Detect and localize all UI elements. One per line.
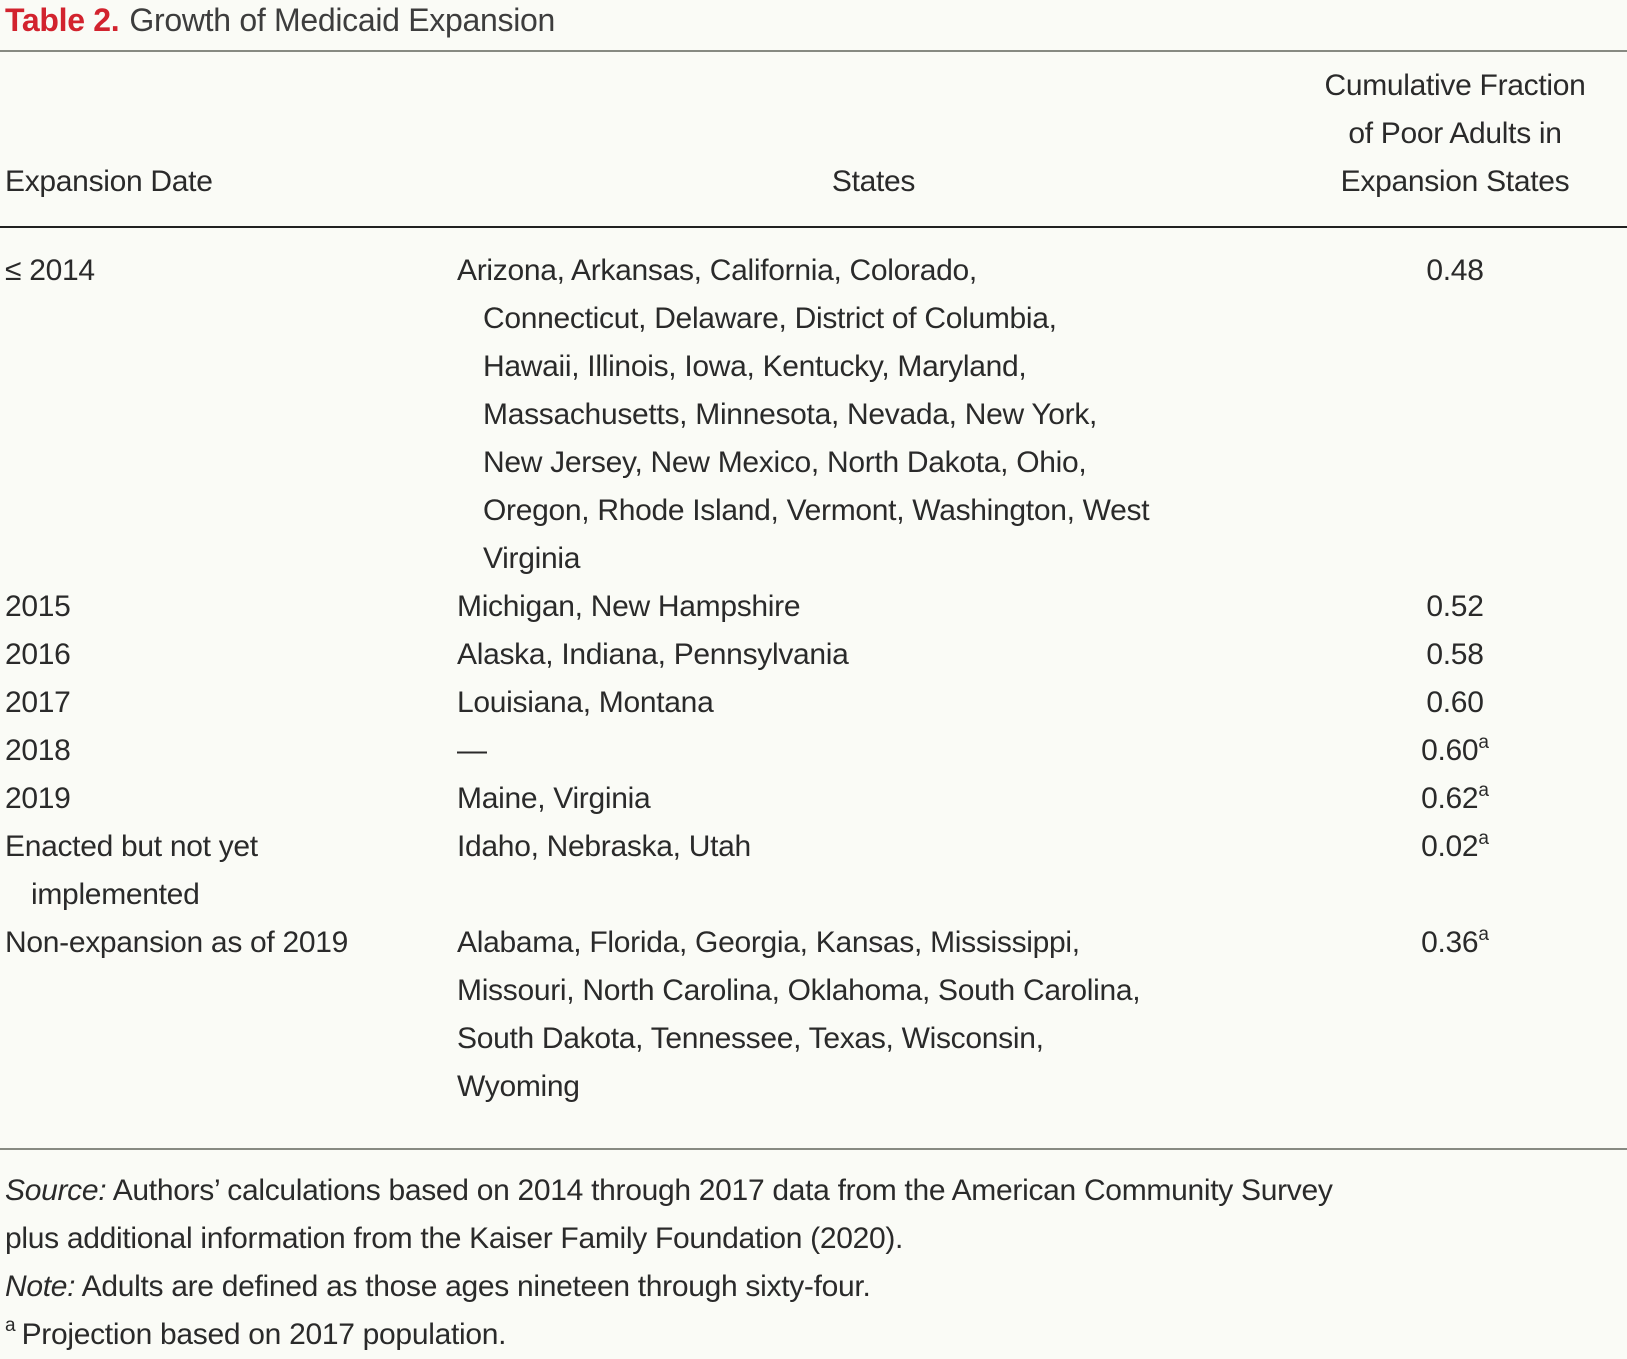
note-line xyxy=(5,1263,1627,1311)
cumulative-fraction-cell xyxy=(1290,583,1620,631)
header-cumulative-fraction xyxy=(1290,62,1620,206)
table-row xyxy=(0,775,1627,823)
states-line: Oregon, Rhode Island, Vermont, Washington, West xyxy=(483,494,1150,527)
expansion-date-cell xyxy=(0,775,457,823)
states-line: Missouri, North Carolina, Oklahoma, South Carolina, xyxy=(457,974,1141,1007)
cumulative-fraction-cell xyxy=(1290,247,1620,295)
states-line: Idaho, Nebraska, Utah xyxy=(457,830,751,863)
note-text: Adults are defined as those ages nineteen through sixty-four. xyxy=(81,1270,871,1303)
states-line: New Jersey, New Mexico, North Dakota, Ohio, xyxy=(483,446,1087,479)
header-expansion-date: Expansion Date xyxy=(5,165,213,198)
expansion-date-cell xyxy=(0,631,457,679)
header-states: States xyxy=(831,165,916,198)
cumulative-fraction-cell xyxy=(1290,727,1620,775)
footnote-marker: a xyxy=(5,1315,16,1336)
expansion-date-cell xyxy=(0,679,457,727)
cumulative-fraction-cell xyxy=(1290,823,1620,871)
table-row xyxy=(0,247,1627,583)
expansion-date-line: 2018 xyxy=(5,734,71,767)
states-line: Virginia xyxy=(483,542,581,575)
cumulative-fraction-cell xyxy=(1290,631,1620,679)
projection-footnote-marker: a xyxy=(1478,828,1489,849)
states-cell xyxy=(457,247,1290,583)
cumulative-fraction-cell xyxy=(1290,679,1620,727)
source-text: Authors’ calculations based on 2014 through 2017 data from the American Community Survey xyxy=(112,1174,1333,1207)
table-row xyxy=(0,631,1627,679)
expansion-date-line: 2015 xyxy=(5,590,71,623)
states-line: Wyoming xyxy=(457,1070,580,1103)
table-row xyxy=(0,823,1627,919)
footnote-text: Projection based on 2017 population. xyxy=(21,1318,507,1351)
expansion-date-line: ≤ 2014 xyxy=(5,254,95,287)
states-line: Hawaii, Illinois, Iowa, Kentucky, Maryland, xyxy=(483,350,1027,383)
footnote-line xyxy=(5,1311,1627,1359)
states-line: Louisiana, Montana xyxy=(457,686,714,719)
states-cell xyxy=(457,823,1290,871)
projection-footnote-marker: a xyxy=(1478,924,1489,945)
expansion-date-line: 2016 xyxy=(5,638,71,671)
note-label: Note: xyxy=(5,1270,76,1303)
cumulative-fraction-cell xyxy=(1290,919,1620,967)
table-title xyxy=(0,0,1627,50)
states-line: Alabama, Florida, Georgia, Kansas, Mississippi, xyxy=(457,926,1080,959)
table-footer xyxy=(0,1150,1627,1359)
table-body xyxy=(0,228,1627,1111)
cumulative-fraction-value: 0.62 xyxy=(1421,782,1479,815)
states-line: South Dakota, Tennessee, Texas, Wisconsin, xyxy=(457,1022,1044,1055)
table-title-text: Growth of Medicaid Expansion xyxy=(129,2,555,38)
expansion-date-line: Enacted but not yet xyxy=(5,830,258,863)
projection-footnote-marker: a xyxy=(1478,732,1489,753)
states-line: Arizona, Arkansas, California, Colorado, xyxy=(457,254,977,287)
expansion-date-line: 2019 xyxy=(5,782,71,815)
expansion-date-line: Non-expansion as of 2019 xyxy=(5,926,349,959)
expansion-date-line: implemented xyxy=(31,878,200,911)
states-cell xyxy=(457,919,1290,1111)
expansion-date-cell xyxy=(0,823,457,919)
projection-footnote-marker: a xyxy=(1478,780,1489,801)
cumulative-fraction-value: 0.36 xyxy=(1421,926,1479,959)
header-cumulative-fraction-line: of Poor Adults in xyxy=(1348,117,1562,150)
source-text-continued: plus additional information from the Kaiser Family Foundation (2020). xyxy=(5,1222,904,1255)
header-cumulative-fraction-line: Cumulative Fraction xyxy=(1324,69,1586,102)
table-row xyxy=(0,583,1627,631)
expansion-date-cell xyxy=(0,727,457,775)
states-cell xyxy=(457,775,1290,823)
states-cell xyxy=(457,727,1290,775)
expansion-date-cell xyxy=(0,919,457,967)
cumulative-fraction-value: 0.52 xyxy=(1426,590,1484,623)
cumulative-fraction-value: 0.60 xyxy=(1426,686,1484,719)
table-header-row xyxy=(0,52,1627,226)
source-line-2 xyxy=(5,1215,1627,1263)
table-number-label: Table 2. xyxy=(5,2,120,38)
states-line: — xyxy=(457,734,487,767)
states-line: Maine, Virginia xyxy=(457,782,651,815)
states-cell xyxy=(457,583,1290,631)
states-cell xyxy=(457,631,1290,679)
source-line-1 xyxy=(5,1167,1627,1215)
cumulative-fraction-value: 0.58 xyxy=(1426,638,1484,671)
states-line: Massachusetts, Minnesota, Nevada, New York, xyxy=(483,398,1098,431)
cumulative-fraction-cell xyxy=(1290,775,1620,823)
expansion-date-cell xyxy=(0,247,457,295)
table-row xyxy=(0,679,1627,727)
cumulative-fraction-value: 0.02 xyxy=(1421,830,1479,863)
cumulative-fraction-value: 0.60 xyxy=(1421,734,1479,767)
expansion-date-line: 2017 xyxy=(5,686,71,719)
source-label: Source: xyxy=(5,1174,107,1207)
table-row xyxy=(0,727,1627,775)
states-line: Alaska, Indiana, Pennsylvania xyxy=(457,638,849,671)
table-row xyxy=(0,919,1627,1111)
states-line: Michigan, New Hampshire xyxy=(457,590,801,623)
cumulative-fraction-value: 0.48 xyxy=(1426,254,1484,287)
header-cumulative-fraction-line: Expansion States xyxy=(1340,165,1570,198)
states-cell xyxy=(457,679,1290,727)
expansion-date-cell xyxy=(0,583,457,631)
states-line: Connecticut, Delaware, District of Columbia, xyxy=(483,302,1057,335)
